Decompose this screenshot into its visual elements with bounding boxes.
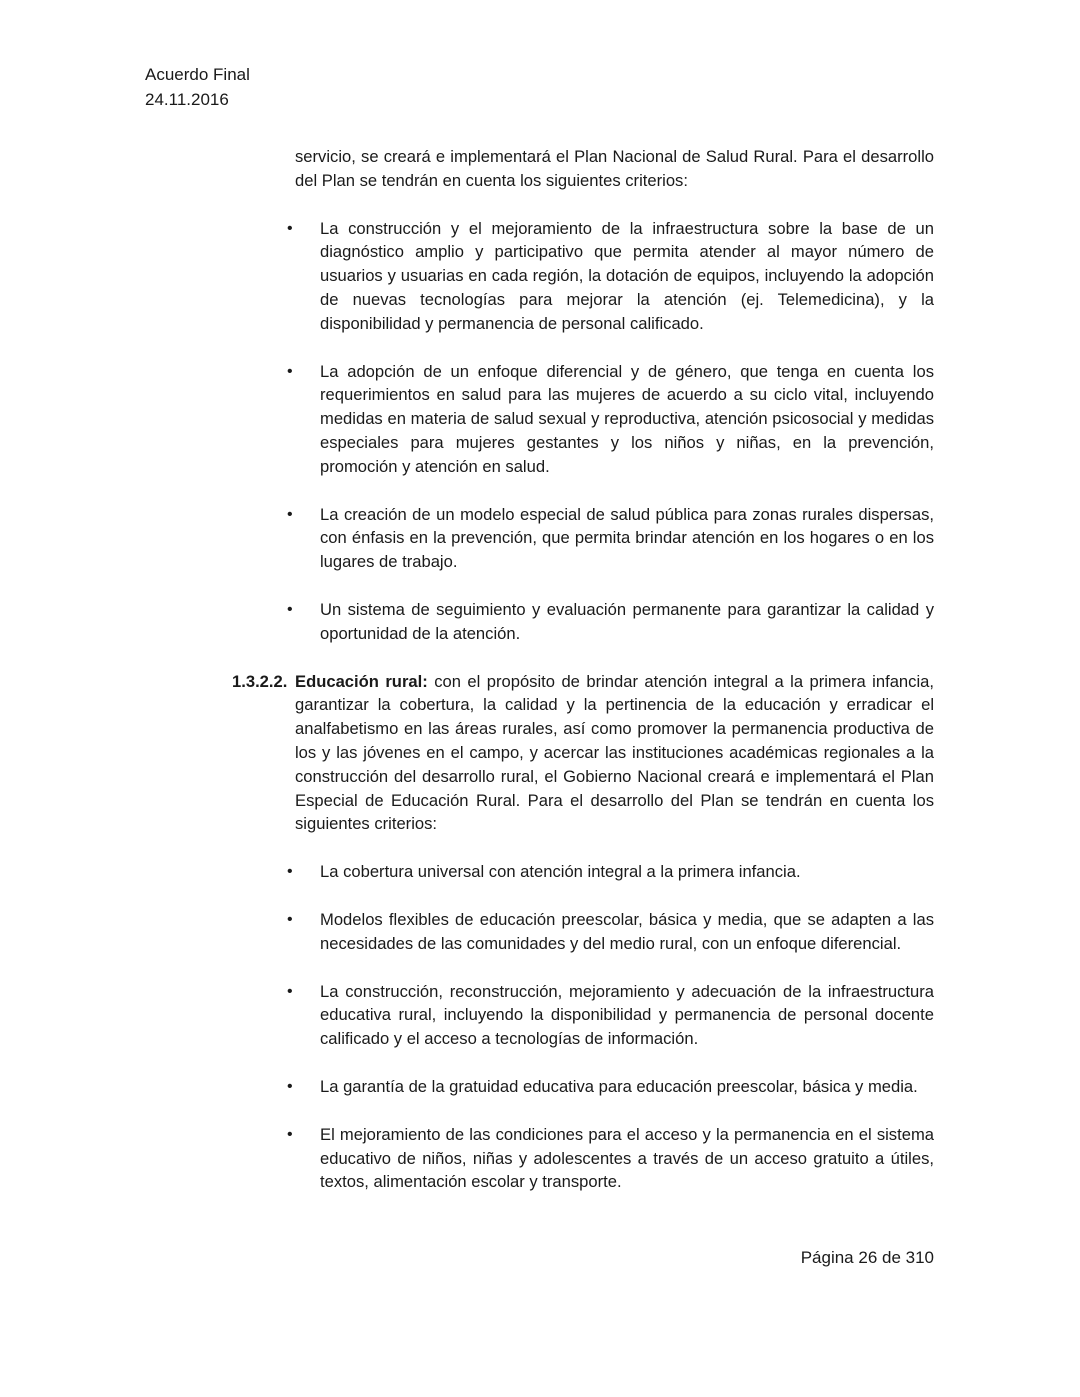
list-item (287, 217, 934, 336)
education-criteria-list (287, 860, 934, 1194)
list-item (287, 908, 934, 956)
section-paragraph (295, 670, 934, 837)
document-header (145, 62, 250, 112)
list-item (287, 360, 934, 479)
section-number: 1.3.2.2. (232, 671, 288, 691)
bullet-icon: • (287, 1077, 293, 1095)
bullet-icon: • (287, 910, 293, 928)
bullet-icon: • (287, 982, 293, 1000)
list-item-text: La adopción de un enfoque diferencial y de género, que tenga en cuenta los requerimientos en salud para las mujeres de acuerdo a su ciclo vital, incluyendo medidas en materia de salud sexual y reproductiva, atención psicosocial y medidas especiales para mujeres gestantes y los niños y niñas, en la prevención, promoción y atención en salud. (320, 361, 934, 476)
list-item (287, 598, 934, 646)
bullet-icon: • (287, 863, 293, 881)
list-item-text: La construcción y el mejoramiento de la infraestructura sobre la base de un diagnóstico amplio y participativo que permita atender al mayor número de usuarios y usuarias en cada región, la dotación de equipos, incluyendo la adopción de nuevas tecnologías para mejorar la atención (ej. Telemedicina), y la disponibilidad y permanencia de personal calificado. (320, 218, 934, 333)
list-item (287, 1123, 934, 1194)
document-body (232, 145, 934, 1218)
list-item (287, 1075, 934, 1099)
list-item-text: Un sistema de seguimiento y evaluación permanente para garantizar la calidad y oportunidad de la atención. (320, 599, 934, 643)
bullet-icon: • (287, 600, 293, 618)
list-item (287, 860, 934, 884)
intro-paragraph: servicio, se creará e implementará el Plan Nacional de Salud Rural. Para el desarrollo del Plan se tendrán en cuenta los siguientes criterios: (295, 147, 934, 190)
section-body: con el propósito de brindar atención integral a la primera infancia, garantizar la cobertura, la calidad y la pertinencia de la educación y erradicar el analfabetismo en las áreas rurales, así como promover la permanencia productiva de los y las jóvenes en el campo, y acercar las instituciones académicas regionales a la construcción del desarrollo rural, el Gobierno Nacional creará e implementará el Plan Especial de Educación Rural. Para el desarrollo del Plan se tendrán en cuenta los siguientes criterios: (295, 671, 934, 834)
bullet-icon: • (287, 362, 293, 380)
health-criteria-list (287, 217, 934, 646)
section-title: Educación rural: (295, 671, 428, 691)
list-item-text: La cobertura universal con atención integral a la primera infancia. (320, 862, 801, 882)
document-date: 24.11.2016 (145, 90, 229, 109)
document-title: Acuerdo Final (145, 65, 250, 84)
bullet-icon: • (287, 219, 293, 237)
page-number: Página 26 de 310 (800, 1248, 934, 1267)
list-item-text: El mejoramiento de las condiciones para el acceso y la permanencia en el sistema educativo de niños, niñas y adolescentes a través de un acceso gratuito a útiles, textos, alimentación escolar y transporte. (320, 1124, 934, 1192)
list-item (287, 503, 934, 574)
bullet-icon: • (287, 1125, 293, 1143)
bullet-icon: • (287, 505, 293, 523)
list-item-text: La construcción, reconstrucción, mejoramiento y adecuación de la infraestructura educativa rural, incluyendo la disponibilidad y permanencia de personal docente calificado y el acceso a tecnologías de información. (320, 981, 934, 1049)
list-item-text: La garantía de la gratuidad educativa para educación preescolar, básica y media. (320, 1076, 918, 1096)
list-item-text: Modelos flexibles de educación preescolar, básica y media, que se adapten a las necesidades de las comunidades y del medio rural, con un enfoque diferencial. (320, 909, 934, 953)
list-item-text: La creación de un modelo especial de salud pública para zonas rurales dispersas, con énfasis en la prevención, que permita brindar atención en los hogares o en los lugares de trabajo. (320, 504, 934, 572)
section-education-rural (232, 670, 934, 837)
list-item (287, 980, 934, 1051)
